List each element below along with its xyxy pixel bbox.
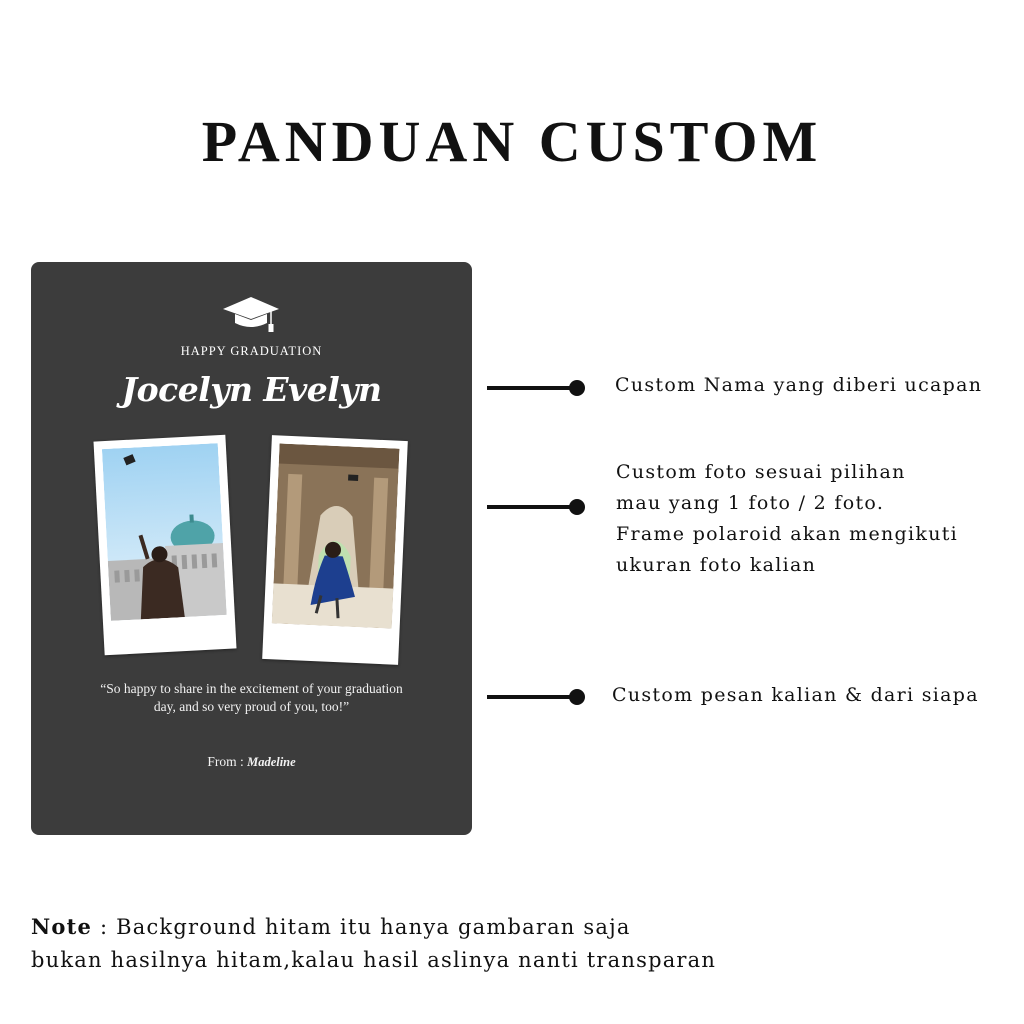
note-line-2: bukan hasilnya hitam,kalau hasil aslinya nanti transparan xyxy=(31,948,717,972)
polaroid-photo-2 xyxy=(262,435,408,665)
card-message: “So happy to share in the excitement of your graduation day, and so very proud of you, too!” xyxy=(100,681,403,714)
annotation-name: Custom Nama yang diberi ucapan xyxy=(615,374,983,396)
graduation-card-preview xyxy=(31,262,472,835)
connector-dot xyxy=(569,499,585,515)
connector-dot xyxy=(569,689,585,705)
page-title: PANDUAN CUSTOM xyxy=(201,109,823,174)
bottom-note xyxy=(31,910,831,977)
from-name: Madeline xyxy=(247,755,296,769)
name-connector xyxy=(487,386,581,390)
annotation-photo-line: Frame polaroid akan mengikuti xyxy=(616,523,959,545)
graduation-cap-icon xyxy=(221,295,281,335)
annotation-message: Custom pesan kalian & dari siapa xyxy=(612,684,979,706)
recipient-name: Jocelyn Evelyn xyxy=(121,370,382,409)
annotation-photo-line: Custom foto sesuai pilihan xyxy=(616,461,906,483)
note-line-1: : Background hitam itu hanya gambaran saja xyxy=(92,915,631,939)
annotation-photo-line: mau yang 1 foto / 2 foto. xyxy=(616,492,885,514)
polaroid-photo-1 xyxy=(93,435,236,656)
photo-connector xyxy=(487,505,581,509)
card-from xyxy=(31,754,472,770)
graduation-photo-2 xyxy=(272,443,400,628)
connector-dot xyxy=(569,380,585,396)
card-header: HAPPY GRADUATION xyxy=(180,344,323,358)
graduation-photo-1 xyxy=(102,443,227,621)
message-connector xyxy=(487,695,581,699)
from-label: From : xyxy=(207,754,244,769)
annotation-photo-line: ukuran foto kalian xyxy=(616,554,817,576)
note-label: Note xyxy=(31,914,93,939)
